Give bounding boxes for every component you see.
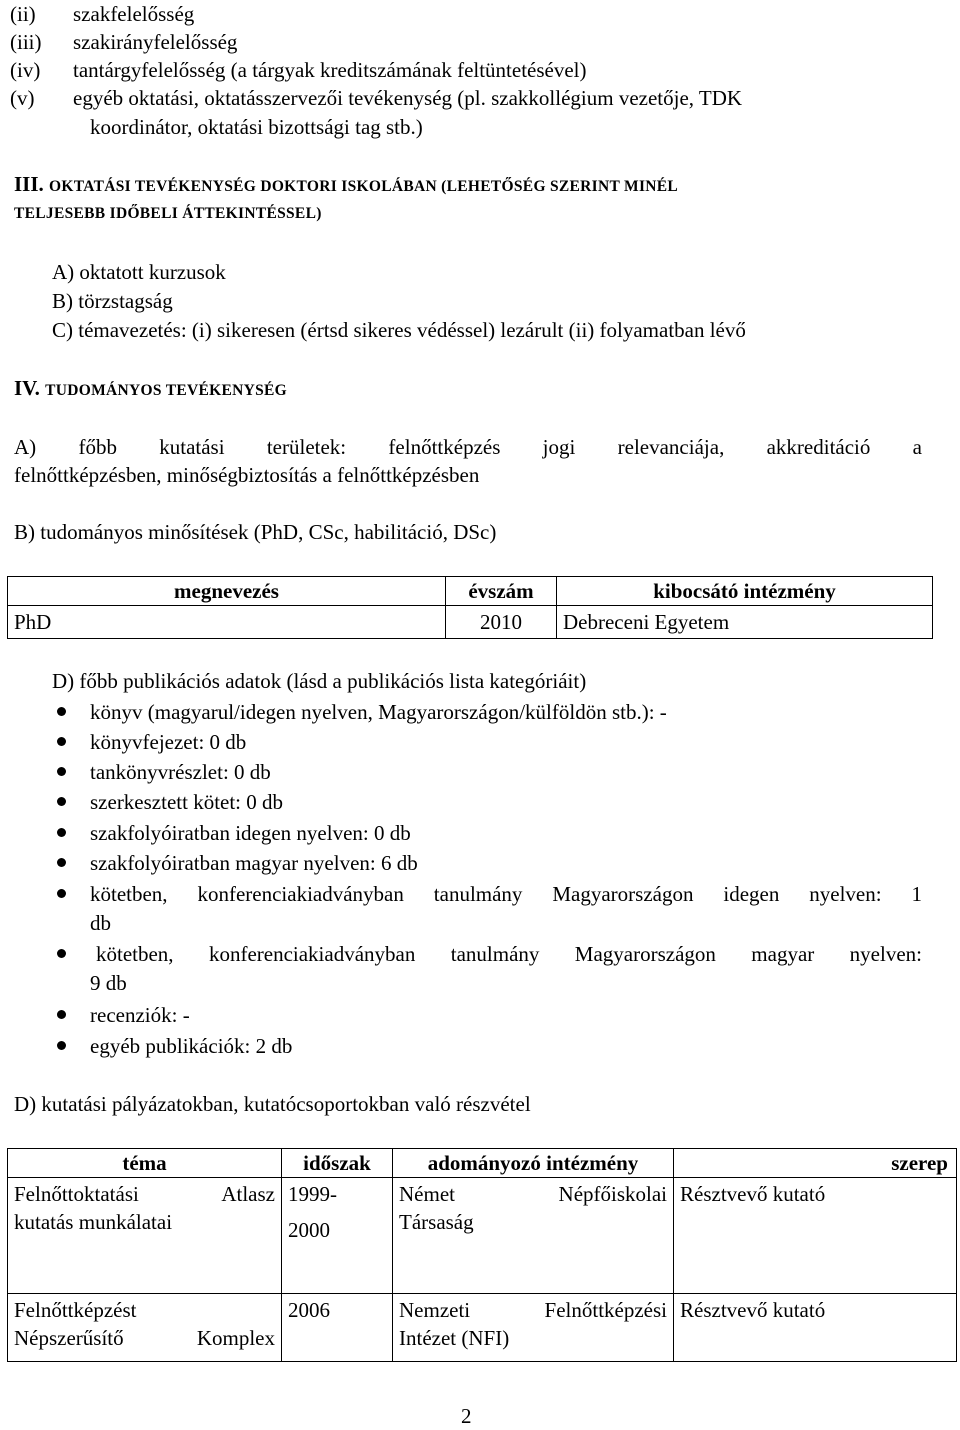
cell-line: 1999- — [288, 1182, 337, 1206]
bullet-icon — [57, 1010, 66, 1019]
section-item: A) oktatott kurzusok — [52, 260, 226, 284]
table-row — [8, 1178, 957, 1294]
table-cell-intezmeny — [393, 1178, 674, 1294]
section-item: C) témavezetés: (i) sikeresen (értsd sikeres védéssel) lezárult (ii) folyamatban lévő — [52, 318, 746, 342]
table-cell-tema — [8, 1178, 282, 1294]
table-cell: PhD — [8, 606, 446, 639]
cell-line: kutatás munkálatai — [14, 1210, 173, 1234]
research-table — [7, 1148, 957, 1362]
degrees-table — [7, 576, 933, 639]
cell-line: Német Népfőiskolai — [399, 1182, 667, 1206]
bullet-icon — [57, 737, 66, 746]
table-cell-idoszak — [282, 1178, 393, 1294]
list-item: könyv (magyarul/idegen nyelven, Magyarországon/külföldön stb.): - — [90, 700, 667, 724]
cell-line: Intézet (NFI) — [399, 1326, 510, 1350]
list-item: tankönyvrészlet: 0 db — [90, 760, 271, 784]
table-cell-intezmeny — [393, 1294, 674, 1362]
list-text: szakfelelősség — [73, 2, 195, 26]
table-cell-tema — [8, 1294, 282, 1362]
section-item: B) törzstagság — [52, 289, 173, 313]
table-header-row — [8, 577, 933, 606]
table-cell-szerep: Résztvevő kutató — [674, 1294, 957, 1362]
table-cell-szerep: Résztvevő kutató — [674, 1178, 957, 1294]
table-header: időszak — [282, 1149, 393, 1178]
page-number: 2 — [461, 1404, 472, 1428]
list-item: könyvfejezet: 0 db — [90, 730, 247, 754]
section-title: TUDOMÁNYOS TEVÉKENYSÉG — [45, 382, 288, 399]
table-header: adományozó intézmény — [393, 1149, 674, 1178]
cell-line: 2006 — [288, 1298, 330, 1322]
table-cell-idoszak — [282, 1294, 393, 1362]
bullet-icon — [57, 949, 66, 958]
research-areas-line2: felnőttképzésben, minőségbiztosítás a felnőttképzésben — [14, 463, 480, 487]
table-cell: 2010 — [446, 606, 557, 639]
table-row — [8, 606, 933, 639]
bullet-icon — [57, 707, 66, 716]
list-number: (iv) — [10, 58, 41, 82]
section-title-line2: TELJESEBB IDŐBELI ÁTTEKINTÉSSEL) — [14, 205, 322, 222]
research-areas-line1: A) főbb kutatási területek: felnőttképzés jogi relevanciája, akkreditáció a — [14, 435, 922, 459]
table-cell: Debreceni Egyetem — [557, 606, 933, 639]
cell-line: Társaság — [399, 1210, 474, 1234]
table-header: kibocsátó intézmény — [557, 577, 933, 606]
list-item: recenziók: - — [90, 1003, 190, 1027]
section-title-line1: OKTATÁSI TEVÉKENYSÉG DOKTORI ISKOLÁBAN (LEHETŐSÉG SZERINT MINÉL — [49, 178, 679, 195]
list-text: szakirányfelelősség — [73, 30, 238, 54]
section-4-heading — [14, 374, 287, 405]
research-projects-heading: D) kutatási pályázatokban, kutatócsoportokban való részvétel — [14, 1092, 531, 1116]
list-item: szerkesztett kötet: 0 db — [90, 790, 284, 814]
list-number: (iii) — [10, 30, 42, 54]
bullet-icon — [57, 1041, 66, 1050]
list-item-continued: db — [90, 911, 111, 935]
list-number: (ii) — [10, 2, 36, 26]
publications-heading: D) főbb publikációs adatok (lásd a publikációs lista kategóriáit) — [52, 669, 587, 693]
qualifications-heading: B) tudományos minősítések (PhD, CSc, habilitáció, DSc) — [14, 520, 497, 544]
table-header: szerep — [674, 1149, 957, 1178]
bullet-icon — [57, 797, 66, 806]
list-item: egyéb publikációk: 2 db — [90, 1034, 293, 1058]
bullet-icon — [57, 828, 66, 837]
list-item: kötetben, konferenciakiadványban tanulmány Magyarországon idegen nyelven: 1 — [90, 882, 922, 906]
list-item: szakfolyóiratban magyar nyelven: 6 db — [90, 851, 418, 875]
cell-line: 2000 — [288, 1218, 330, 1242]
list-text-continued: koordinátor, oktatási bizottsági tag stb.) — [90, 115, 423, 139]
table-header-row — [8, 1149, 957, 1178]
list-number: (v) — [10, 86, 35, 110]
cell-line: Felnőttképzést — [14, 1298, 137, 1322]
table-header: évszám — [446, 577, 557, 606]
list-item-continued: 9 db — [90, 971, 127, 995]
list-item: szakfolyóiratban idegen nyelven: 0 db — [90, 821, 411, 845]
cell-line: Nemzeti Felnőttképzési — [399, 1298, 667, 1322]
list-item: kötetben, konferenciakiadványban tanulmány Magyarországon magyar nyelven: — [96, 942, 922, 966]
cell-line: Felnőttoktatási Atlasz — [14, 1182, 275, 1206]
list-text: egyéb oktatási, oktatásszervezői tevékenység (pl. szakkollégium vezetője, TDK — [73, 86, 743, 110]
table-row — [8, 1294, 957, 1362]
cell-line: Népszerűsítő Komplex — [14, 1326, 275, 1350]
bullet-icon — [57, 767, 66, 776]
list-text: tantárgyfelelősség (a tárgyak kreditszámának feltüntetésével) — [73, 58, 587, 82]
section-roman-numeral: IV. — [14, 376, 40, 400]
bullet-icon — [57, 889, 66, 898]
section-roman-numeral: III. — [14, 172, 44, 196]
table-header: téma — [8, 1149, 282, 1178]
table-header: megnevezés — [8, 577, 446, 606]
bullet-icon — [57, 858, 66, 867]
